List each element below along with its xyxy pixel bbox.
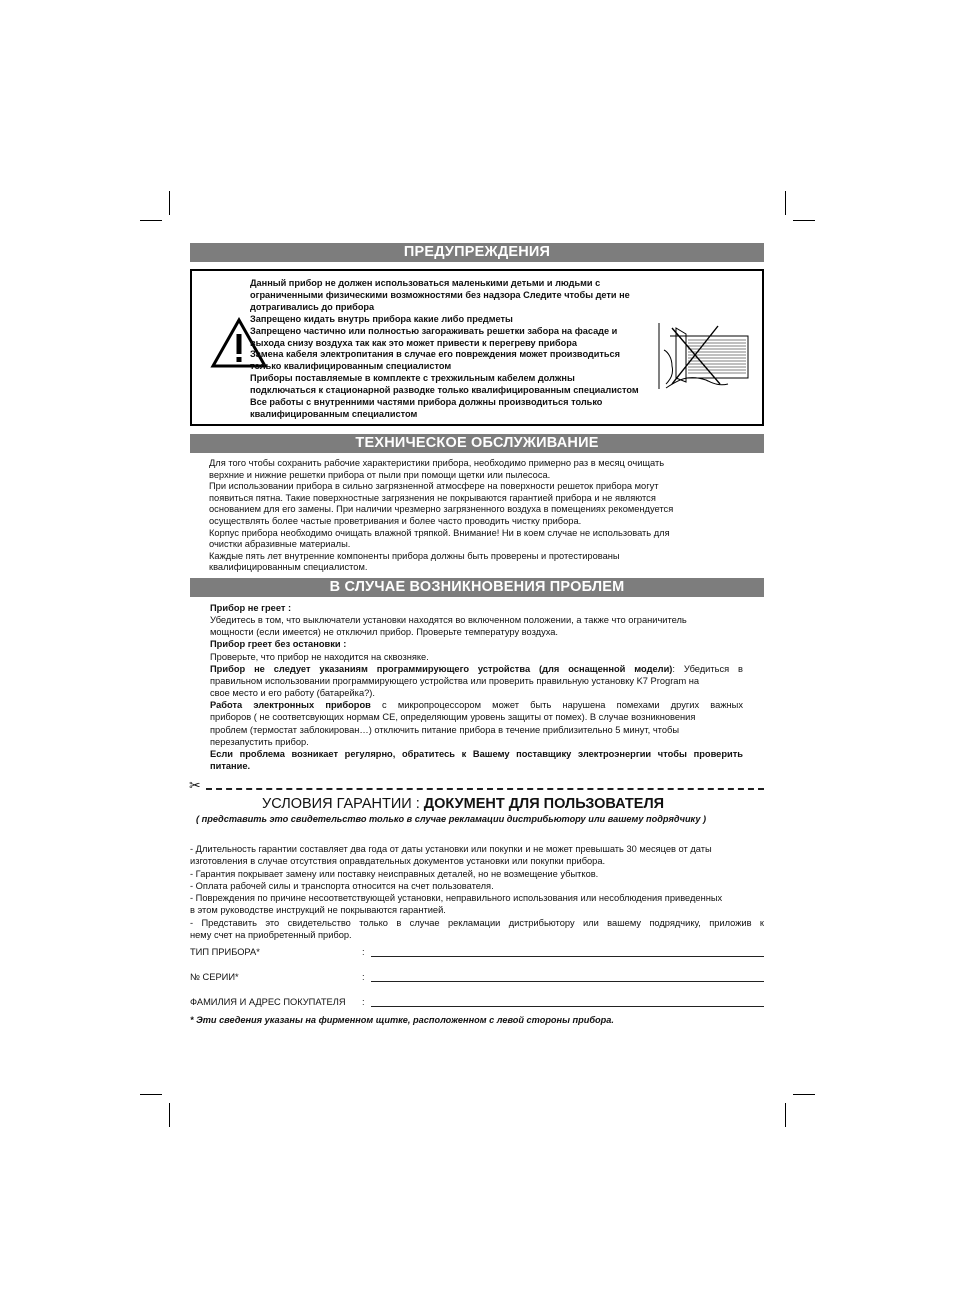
problem-line: проблем (термостат заблокирован…) отключить питание прибора в течение приблизительно 5 минут, чтобы [210, 724, 680, 735]
guarantee-line: нему счет на приобретенный прибор. [190, 930, 352, 941]
warning-line: квалифицированным специалистом [250, 408, 418, 419]
guarantee-title [262, 796, 664, 812]
maintenance-line: При использовании прибора в сильно загрязненной атмосфере на поверхности решеток прибора могут [209, 481, 659, 492]
maintenance-line: квалифицированным специалистом. [209, 562, 368, 573]
warning-line: Запрещено кидать внутрь прибора какие либо предметы [250, 313, 513, 324]
problem-line: Проверьте, что прибор не находится на сквозняке. [210, 651, 429, 662]
guarantee-title-bold: ДОКУМЕНТ ДЛЯ ПОЛЬЗОВАТЕЛЯ [423, 796, 665, 812]
guarantee-line: в этом руководстве инструкций не покрываются гарантией. [190, 905, 446, 916]
warning-line: подключаться к стационарной разводке только квалифицированным специалистом [250, 385, 639, 396]
guarantee-line: - Повреждения по причине несоответствующей установки, неправильного использования или несоблюдения приведенных [190, 893, 723, 904]
maintenance-line: очистки абразивные материалы. [209, 539, 351, 550]
maintenance-line: Каждые пять лет внутренние компоненты прибора должны быть проверены и протестированы [209, 550, 620, 561]
field-label-serial: № СЕРИИ* [190, 972, 239, 982]
maintenance-text [209, 458, 749, 574]
guarantee-line: - Гарантия покрывает замену или поставку неисправных деталей, но не возмещение убытков. [190, 868, 599, 879]
problem-line: правильном использовании программирующего устройства или проверить правильную установку K7 Program на [210, 675, 700, 686]
field-label-type: ТИП ПРИБОРА* [190, 947, 260, 957]
scissors-icon: ✂ [189, 777, 201, 793]
crop-mark [785, 1103, 786, 1127]
problems-text [210, 602, 743, 772]
maintenance-line: Корпус прибора необходимо очищать влажной тряпкой. Внимание! Ни в коем случае не использовать для [209, 527, 670, 538]
crop-mark [793, 220, 815, 221]
problem-title: Прибор греет без остановки : [210, 639, 347, 650]
warning-line: Все работы с внутренними частями прибора должны производиться только [250, 397, 603, 408]
warning-line: дотрагивались до прибора [250, 301, 375, 312]
field-colon: : [362, 947, 365, 957]
warning-line: Приборы поставляемые в комплекте с трехжильным кабелем должны [250, 373, 575, 384]
problem-line: Убедитесь в том, что выключатели установки находятся во включенном положении, а также что ограничитель [210, 615, 687, 626]
crop-mark [169, 1103, 170, 1127]
problem-line: приборов ( не соответсвующих нормам CE, определяющим уровень защиты от помех). В случае возникновения [210, 712, 696, 723]
maintenance-line: появиться пятна. Такие поверхностные загрязнения не покрываются гарантией прибора и не являются [209, 492, 656, 503]
guarantee-line: - Оплата рабочей силы и транспорта относится на счет пользователя. [190, 880, 494, 891]
crop-mark [140, 1094, 162, 1095]
problem-line: Если проблема возникает регулярно, обратитесь к Вашему поставщику электроэнергии чтобы проверить [210, 748, 743, 759]
serial-field[interactable] [371, 981, 764, 982]
warnings-text [250, 278, 660, 421]
problem-title: Прибор не греет : [210, 603, 292, 613]
problem-title: Работа электронных приборов [210, 700, 371, 711]
problem-line: свое место и его работу (батарейка?). [210, 688, 375, 699]
crop-mark [785, 191, 786, 215]
section-title-warnings: ПРЕДУПРЕЖДЕНИЯ [190, 243, 764, 262]
warnings-box [190, 269, 764, 426]
crop-mark [169, 191, 170, 215]
section-title-problems: В СЛУЧАЕ ВОЗНИКНОВЕНИЯ ПРОБЛЕМ [190, 578, 764, 597]
type-field[interactable] [371, 956, 764, 957]
guarantee-line: - Представить это свидетельство только в случае рекламации дистрибьютору или вашему подрядчику, приложив к [190, 917, 764, 928]
problem-line: мощности (если имеется) не отключил прибор. Проверьте температуру воздуха. [210, 627, 559, 638]
crop-mark [793, 1094, 815, 1095]
maintenance-line: основанием для его замены. При наличии чрезмерно загрязненного воздуха в помещениях рекомендуется [209, 504, 674, 515]
guarantee-subtitle: ( представить это свидетельство только в случае рекламации дистрибьютору или вашему подрядчику ) [196, 814, 707, 824]
problem-line: питание. [210, 761, 251, 772]
footnote: * Эти сведения указаны на фирменном щитке, расположенном с левой стороны прибора. [190, 1015, 614, 1025]
warning-line: выхода снизу воздуха так как это может привести к перегреву прибора [250, 337, 578, 348]
warning-line: Замена кабеля электропитания в случае его повреждения может производиться [250, 349, 621, 360]
problem-line [210, 663, 743, 675]
warning-line: Запрещено частично или полностью загораживать решетки забора на фасаде и [250, 325, 618, 336]
guarantee-title-prefix: УСЛОВИЯ ГАРАНТИИ : [262, 796, 424, 812]
guarantee-line: - Длительность гарантии составляет два года от даты установки или покупки и не может превышать 30 месяцев от даты [190, 844, 712, 854]
warning-line: ограниченными физическими возможностями без надзора Следите чтобы дети не [250, 289, 630, 300]
guarantee-conditions [190, 843, 764, 941]
guarantee-line: изготовления в случае отсутствия оправдательных документов установки или покупки прибора. [190, 856, 606, 867]
maintenance-line: осуществлять более частые проветривания и более часто проводить чистку прибора. [209, 515, 582, 526]
warning-line: только квалифицированным специалистом [250, 361, 452, 372]
field-colon: : [362, 997, 365, 1007]
problem-text: с микропроцессором может быть нарушена помехами других важных [370, 700, 743, 711]
maintenance-line: верхние и нижние решетки прибора от пыли при помощи щетки или пылесоса. [209, 469, 551, 480]
problem-title: Прибор не следует указаниям программирующего устройства (для оснащенной модели) [210, 663, 673, 674]
warning-line: Данный прибор не должен использоваться маленькими детьми и людьми с [250, 278, 601, 288]
problem-line [210, 699, 743, 711]
field-colon: : [362, 972, 365, 982]
name-address-field[interactable] [371, 1006, 764, 1007]
problem-text: : Убедиться в [672, 663, 743, 674]
maintenance-line: Для того чтобы сохранить рабочие характеристики прибора, необходимо примерно раз в месяц очищать [209, 458, 665, 468]
section-title-maintenance: ТЕХНИЧЕСКОЕ ОБСЛУЖИВАНИЕ [190, 434, 764, 453]
crop-mark [140, 220, 162, 221]
cut-line [206, 788, 764, 790]
heater-crossed-icon [658, 322, 756, 390]
problem-line: перезапустить прибор. [210, 736, 309, 747]
field-label-name: ФАМИЛИЯ И АДРЕС ПОКУПАТЕЛЯ [190, 997, 346, 1007]
